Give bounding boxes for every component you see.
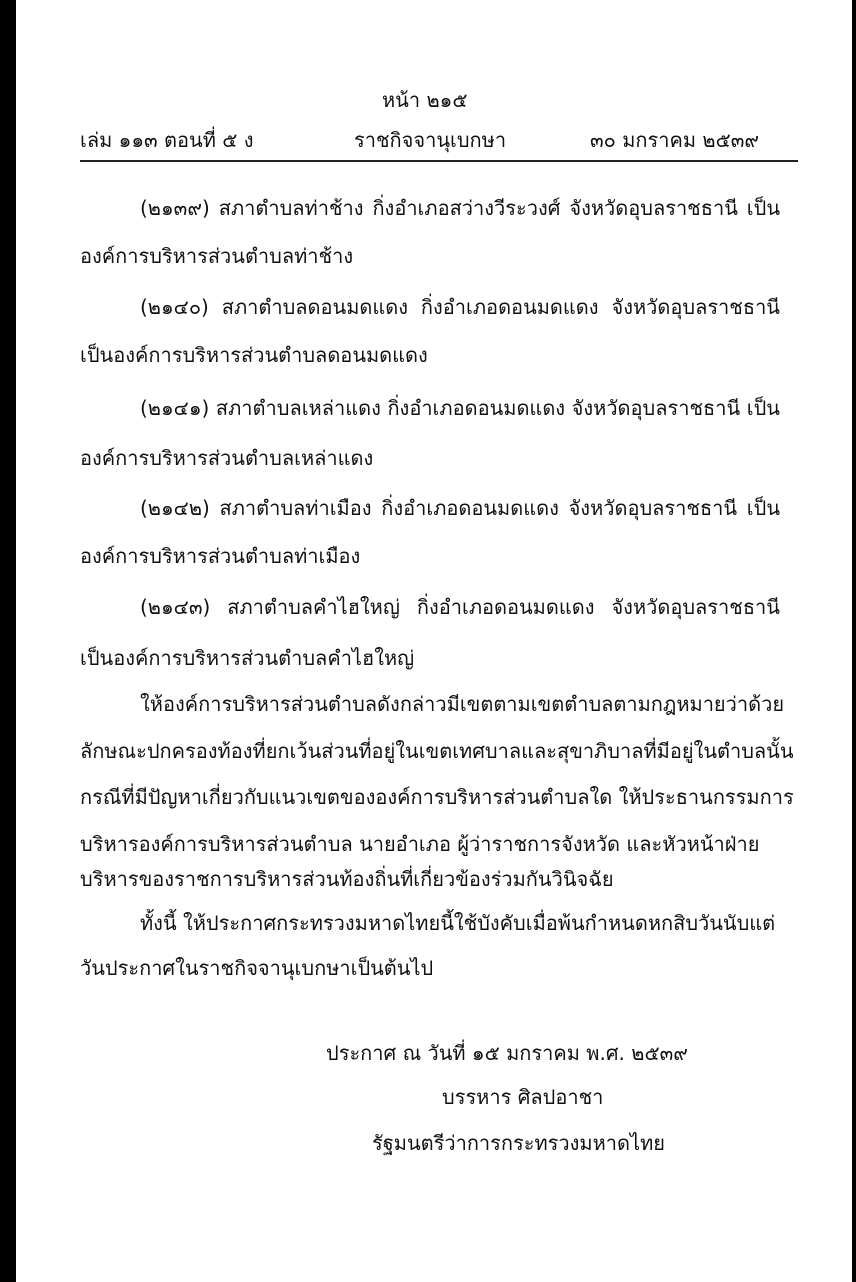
item-number: (๒๑๔๐) [140, 295, 209, 319]
item-text: สภาตำบลท่าช้าง [218, 196, 364, 220]
announcement-date: ประกาศ ณ วันที่ ๑๕ มกราคม พ.ศ. ๒๕๓๙ [326, 1041, 688, 1065]
item-text: จังหวัดอุบลราชธานี [611, 295, 780, 319]
signatory-name: บรรหาร ศิลปอาชา [442, 1085, 604, 1109]
header-divider [80, 160, 798, 162]
volume-info: เล่ม ๑๑๓ ตอนที่ ๕ ง [80, 128, 254, 152]
item-2140-continuation: เป็นองค์การบริหารส่วนตำบลดอนมดแดง [80, 343, 428, 367]
item-number: (๒๑๔๑) [140, 396, 210, 420]
item-text: กิ่งอำเภอดอนมดแดง [420, 295, 599, 319]
item-text: จังหวัดอุบลราชธานี [569, 196, 738, 220]
item-2141-line [140, 395, 780, 421]
item-number: (๒๑๔๓) [140, 595, 211, 619]
item-text: กิ่งอำเภอดอนมดแดง [416, 595, 595, 619]
item-2141-continuation: องค์การบริหารส่วนตำบลเหล่าแดง [80, 446, 374, 470]
gazette-name: ราชกิจจานุเบกษา [354, 128, 507, 152]
item-2139-continuation: องค์การบริหารส่วนตำบลท่าช้าง [80, 244, 354, 268]
paragraph-line: ลักษณะปกครองท้องที่ยกเว้นส่วนที่อยู่ในเขตเทศบาลและสุขาภิบาลที่มีอยู่ในตำบลนั้น [80, 739, 794, 763]
document-page [16, 0, 852, 1282]
item-text: สภาตำบลท่าเมือง [219, 496, 372, 520]
item-text: เป็น [746, 396, 780, 420]
paragraph-line: ให้องค์การบริหารส่วนตำบลดังกล่าวมีเขตตามเขตตำบลตามกฎหมายว่าด้วย [140, 692, 785, 716]
signatory-title: รัฐมนตรีว่าการกระทรวงมหาดไทย [372, 1131, 665, 1155]
item-2140-line [140, 294, 780, 320]
paragraph-line: วันประกาศในราชกิจจานุเบกษาเป็นต้นไป [80, 956, 434, 980]
paragraph-line: กรณีที่มีปัญหาเกี่ยวกับแนวเขตขององค์การบริหารส่วนตำบลใด ให้ประธานกรรมการ [80, 785, 794, 809]
item-2143-continuation: เป็นองค์การบริหารส่วนตำบลคำไฮใหญ่ [80, 646, 415, 670]
paragraph-line: บริหารของราชการบริหารส่วนท้องถิ่นที่เกี่ยวข้องร่วมกันวินิจฉัย [80, 867, 614, 891]
item-text: จังหวัดอุบลราชธานี [571, 396, 741, 420]
item-text: เป็น [746, 196, 780, 220]
item-text: สภาตำบลเหล่าแดง [215, 396, 381, 420]
item-number: (๒๑๔๒) [140, 496, 210, 520]
paragraph-line: บริหารองค์การบริหารส่วนตำบล นายอำเภอ ผู้ว่าราชการจังหวัด และหัวหน้าฝ่าย [80, 832, 760, 856]
item-text: สภาตำบลคำไฮใหญ่ [227, 595, 400, 619]
paragraph-line: ทั้งนี้ ให้ประกาศกระทรวงมหาดไทยนี้ใช้บังคับเมื่อพ้นกำหนดหกสิบวันนับแต่ [140, 911, 776, 935]
item-2139-line [140, 195, 780, 221]
item-text: จังหวัดอุบลราชธานี [611, 595, 780, 619]
item-text: กิ่งอำเภอดอนมดแดง [387, 396, 566, 420]
item-number: (๒๑๓๙) [140, 196, 210, 220]
item-2143-line [140, 594, 780, 620]
item-2142-continuation: องค์การบริหารส่วนตำบลท่าเมือง [80, 544, 361, 568]
item-text: กิ่งอำเภอดอนมดแดง [381, 496, 559, 520]
item-2142-line [140, 495, 780, 521]
item-text: จังหวัดอุบลราชธานี [568, 496, 738, 520]
gazette-date: ๓๐ มกราคม ๒๕๓๙ [590, 128, 760, 152]
item-text: เป็น [746, 496, 780, 520]
item-text: กิ่งอำเภอสว่างวีระวงศ์ [372, 196, 561, 220]
item-text: สภาตำบลดอนมดแดง [221, 295, 409, 319]
page-number: หน้า ๒๑๕ [382, 88, 468, 112]
